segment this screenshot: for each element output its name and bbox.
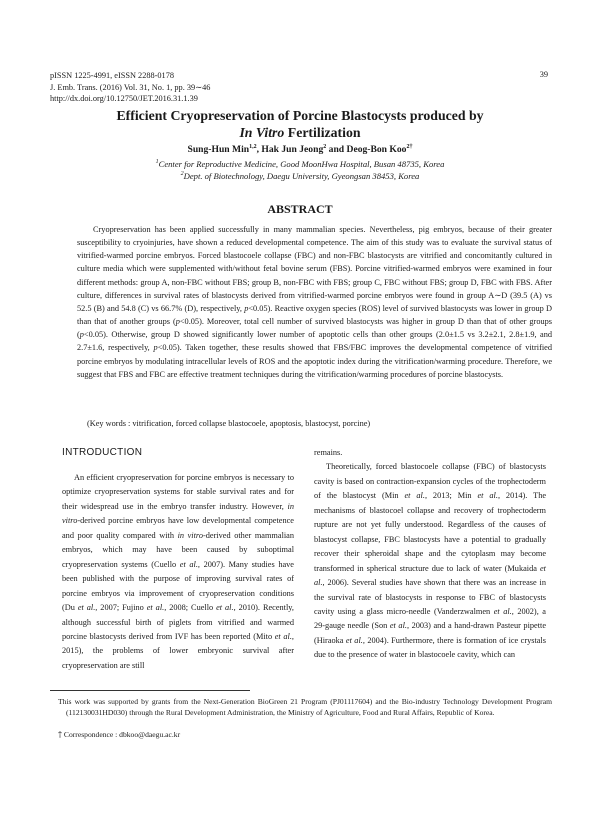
intro-paragraph-2	[314, 460, 546, 662]
journal-metadata	[50, 70, 210, 105]
affiliation-1-text: Center for Reproductive Medicine, Good MoonHwa Hospital, Busan 48735, Korea	[158, 159, 445, 169]
affiliation-2	[40, 171, 560, 183]
intro-continuation: remains.	[314, 448, 343, 457]
intro-text: An efficient cryopreservation for porcine embryos is necessary to optimize cryopreservation systems for stable survival rates and for their widespread use in the embryo transfer industry. However,	[62, 473, 294, 511]
correspondence-footnote	[58, 730, 180, 739]
author-2-affil: 2	[323, 143, 327, 150]
p-value-symbol: p	[79, 330, 84, 340]
intro-paragraph-1	[62, 471, 294, 673]
intro-text: -derived porcine embryos have low developmental competence and poor quality compared with	[62, 516, 294, 540]
author-separator: and	[326, 144, 347, 155]
abstract-text: <0.05). Otherwise, group D showed significantly lower number of apoptotic cells than other groups (2.0±1.5 vs 3.2±2.1, 2.8±1.9, and 2.7±1.6, respectively,	[77, 330, 552, 353]
author-separator: ,	[256, 144, 262, 155]
affiliation-2-text: Dept. of Biotechnology, Daegu University, Gyeongsan 38453, Korea	[183, 171, 420, 181]
intro-italic: et al.	[146, 603, 165, 613]
intro-text: , 2004). Furthermore, there is formation of ice crystals due to the presence of water in blastocoele cavity, which can	[314, 635, 546, 660]
correspondence-email[interactable]: Correspondence : dbkoo@daegu.ac.kr	[62, 730, 181, 739]
abstract-text: <0.05). Reactive oxygen species (ROS) level of survived blastocysts was lower in group D than that of another groups (	[77, 303, 552, 327]
intro-italic: in vitro	[62, 501, 294, 526]
abstract-text: <0.05). Moreover, total cell number of survived blastocysts was higher in group D than that of other groups (	[77, 317, 552, 340]
intro-italic: et al.	[477, 491, 498, 501]
intro-italic: et al.	[389, 621, 407, 631]
intro-text: , 2014). The mechanisms of blastocoel collapse and recovery of trophectoderm rupture are not yet fully understood. Regardless of the causes of blastocyst collapse, FBC blastocysts have a potential to gradually recover their spheroidal shape and the cytoplasm may become transformed in spherical structure due to lack of water (Mukaida	[314, 491, 547, 573]
intro-text: , 2010). Recently, although successful birth of piglets from vitrified and warmed porcine blastocysts derived from IVF has been reported (Mito	[62, 603, 294, 641]
affiliation-1	[40, 159, 560, 171]
p-value-symbol: p	[175, 317, 180, 327]
author-3-affil: 2†	[406, 143, 413, 150]
intro-italic: et al.	[493, 606, 512, 616]
p-value-symbol: p	[244, 303, 249, 313]
left-column	[62, 446, 294, 673]
dagger-mark: †	[58, 730, 62, 739]
intro-italic: in vitro	[177, 530, 203, 540]
intro-text: , 2006). Several studies have shown that there was an increase in the survival rate of blastocysts in response to FBC of blastocysts cavity using a glass micro-needle (Vanderzwalmen	[314, 578, 546, 616]
intro-italic: et al.	[77, 603, 96, 613]
issn-line: pISSN 1225-4991, eISSN 2288-0178	[50, 71, 174, 80]
abstract-heading: ABSTRACT	[267, 202, 333, 216]
intro-text: , 2002), a 29-gauge needle (Son	[314, 606, 546, 631]
title-rest: Fertilization	[284, 125, 361, 140]
p-value-symbol: p	[153, 343, 158, 353]
intro-text: , 2003) and a hand-drawn Pasteur pipette (Hiraoka	[314, 621, 547, 645]
author-1-affil: 1,2	[249, 143, 257, 150]
abstract-text: Cryopreservation has been applied successfully in many mammalian species. Nevertheless, pig embryos, because of their greater susceptibility to cryoinjuries, have shown a reduced developmental competence. The aim of this study was to evaluate the survival status of vitrified-warmed porcine embryos. Forced blastocoele collapse (FBC) and non-FBC blastocysts are vitrified and concomitantly cultured in culture media which were supplemented with/without fetal bovine serum (FBS). Porcine vitrified-warmed embryos were examined in four different methods: group A, non-FBC without FBS; group B, non-FBC with FBS; group C, FBC without FBS; group D, FBC with FBS. After culture, differences in survival rates of blastocysts derived from vitrified-warmed porcine embryos were found in group A∼D (39.5 (A) vs 52.5 (B) and 54.8 (C) vs 66.7% (D), respectively,	[77, 225, 552, 313]
intro-text: , 2015), the problems of lower embryonic survival after cryopreservation are still	[62, 631, 294, 670]
intro-text: , 2007). Many studies have been published with the purpose of improving survival rates of porcine embryos via improvement of cryopreservation conditions (Du	[62, 559, 294, 613]
page-number: 39	[539, 70, 548, 79]
section-heading-introduction: INTRODUCTION	[62, 447, 143, 458]
author-3: Deog-Bon Koo	[346, 144, 407, 155]
right-column	[314, 446, 546, 663]
footnote-divider	[50, 690, 250, 691]
funding-footnote	[58, 696, 552, 718]
intro-italic: et al.	[179, 559, 198, 569]
intro-text: Theoretically, forced blastocoele collapse (FBC) of blastocysts cavity is based on contraction-expansion cycles of the trophectoderm of the blastocyst (Min	[314, 462, 546, 501]
affiliation-1-mark: 1	[155, 159, 159, 166]
abstract-body	[77, 223, 552, 381]
author-2: Hak Jun Jeong	[261, 144, 324, 155]
intro-text: -derived other mammalian embryos, which may have been caused by suboptimal cryopreservation systems (Cuello	[62, 530, 295, 569]
funding-text: This work was supported by grants from the Next-Generation BioGreen 21 Program (PJ01117604) and the Bio-industry Technology Development Program (112130031HD030) through the Rural Development Administration, the Ministry of Agriculture, Food and Rural Affairs, Republic of Korea.	[58, 697, 552, 717]
paper-title-line-1: Efficient Cryopreservation of Porcine Blastocysts produced by	[116, 108, 484, 123]
author-list	[40, 144, 560, 155]
intro-italic: et al.	[404, 491, 425, 501]
intro-italic: et al.	[314, 563, 546, 588]
abstract-text: <0.05). Taken together, these results showed that FBS/FBC improves the developmental competence of vitrified porcine embryos by modulating intracellular levels of ROS and the apoptotic index during the vitrification/warming procedure. Therefore, we suggest that FBS and FBC are effective treatment techniques during the vitrification/warming procedures of porcine blastocysts.	[77, 343, 552, 379]
intro-italic: et al.	[274, 631, 292, 641]
intro-text: , 2008; Cuello	[164, 603, 217, 613]
paper-title-line-2	[40, 124, 560, 141]
intro-italic: et al.	[216, 603, 234, 613]
author-1: Sung-Hun Min	[187, 144, 250, 155]
intro-text: , 2013; Min	[424, 491, 478, 501]
intro-text: , 2007; Fujino	[95, 603, 147, 613]
affiliation-2-mark: 2	[180, 171, 184, 178]
intro-italic: et al.	[345, 635, 363, 645]
citation-line: J. Emb. Trans. (2016) Vol. 31, No. 1, pp. 39∼46	[50, 82, 211, 92]
doi-link[interactable]: http://dx.doi.org/10.12750/JET.2016.31.1.39	[50, 94, 198, 103]
title-italic-term: In Vitro	[239, 125, 285, 140]
keywords: (Key words : vitrification, forced collapse blastocoele, apoptosis, blastocyst, porcine)	[87, 419, 371, 428]
